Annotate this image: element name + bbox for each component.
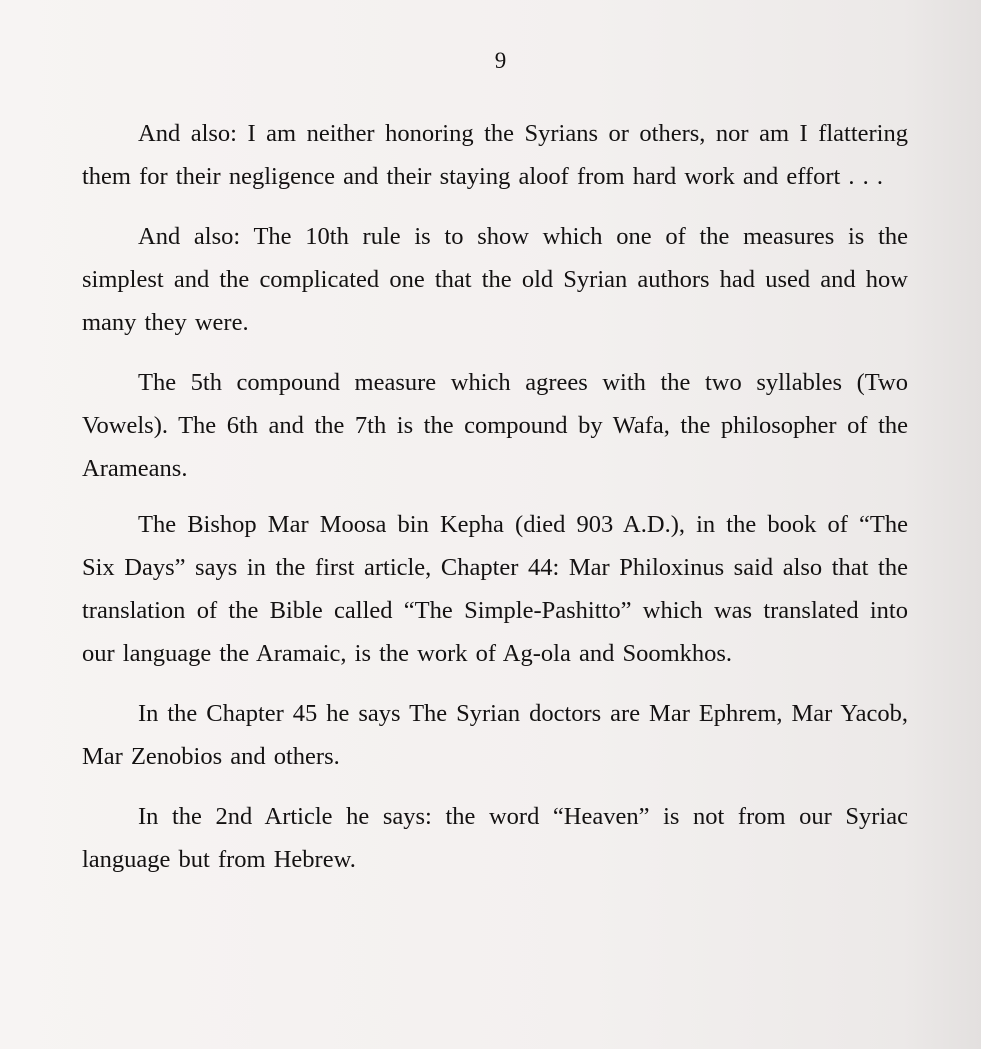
paragraph-4: The Bishop Mar Moosa bin Kepha (died 903 A.D.), in the book of “The Six Days” says in the first article, Chapter 44: Mar Philoxinus said also that the translation of the Bible called “The Simple-Pashitto” which was translated into our language the Aramaic, is the work of Ag-ola and Soomkhos. [82,511,908,667]
paragraph-5: In the Chapter 45 he says The Syrian doctors are Mar Ephrem, Mar Yacob, Mar Zenobios and others. [82,700,908,770]
page-number: 9 [494,48,507,73]
body-text [82,112,908,898]
paragraph-2: And also: The 10th rule is to show which one of the measures is the simplest and the complicated one that the old Syrian authors had used and how many they were. [82,223,908,336]
paragraph-3: The 5th compound measure which agrees with the two syllables (Two Vowels). The 6th and the 7th is the compound by Wafa, the philosopher of the Arameans. [82,369,908,482]
paragraph-1: And also: I am neither honoring the Syrians or others, nor am I flattering them for their negligence and their staying aloof from hard work and effort . . . [82,120,908,190]
paragraph-6: In the 2nd Article he says: the word “Heaven” is not from our Syriac language but from Hebrew. [82,803,908,873]
